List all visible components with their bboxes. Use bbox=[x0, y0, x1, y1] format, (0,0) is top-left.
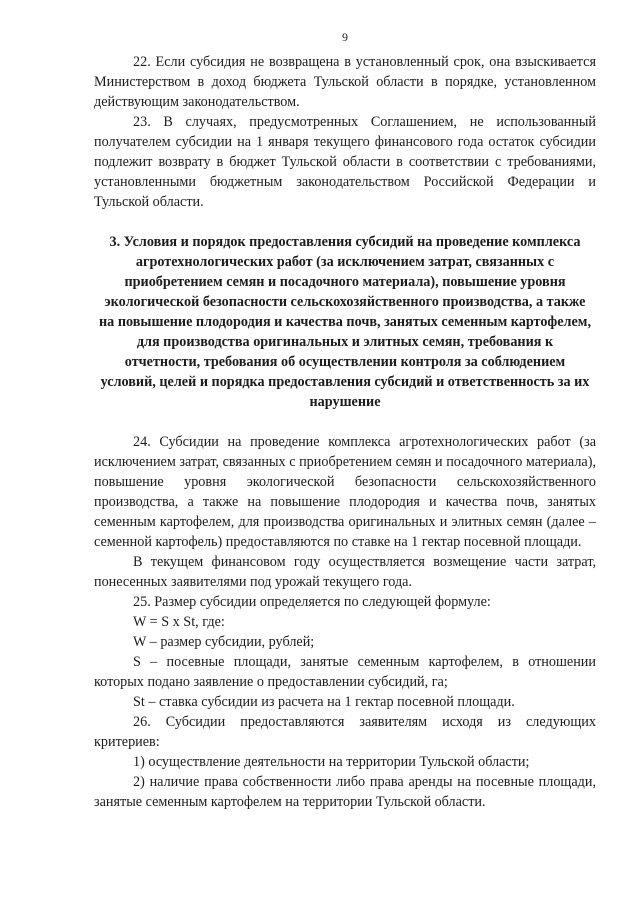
paragraph-22: 22. Если субсидия не возвращена в установленный срок, она взыскивается Министерством в доход бюджета Тульской области в порядке, установленном действующим законодательством. bbox=[94, 54, 596, 110]
page-number: 9 bbox=[342, 30, 348, 44]
formula-w-definition: W – размер субсидии, рублей; bbox=[133, 634, 315, 650]
formula-st-definition: St – ставка субсидии из расчета на 1 гектар посевной площади. bbox=[133, 694, 515, 710]
criterion-2: 2) наличие права собственности либо права аренды на посевные площади, занятые семенным картофелем на территории Тульской области. bbox=[94, 774, 596, 810]
paragraph-25: 25. Размер субсидии определяется по следующей формуле: bbox=[133, 594, 491, 610]
paragraph-23: 23. В случаях, предусмотренных Соглашением, не использованный получателем субсидии на 1 января текущего финансового года остаток субсидии подлежит возврату в бюджет Тульской области в соответствии с требованиями, установленными бюджетным законодательством Российской Федерации и Тульской области. bbox=[94, 114, 596, 210]
formula-s-definition: S – посевные площади, занятые семенным картофелем, в отношении которых подано заявление о предоставлении субсидий, га; bbox=[94, 654, 596, 690]
paragraph-26: 26. Субсидии предоставляются заявителям исходя из следующих критериев: bbox=[94, 714, 596, 750]
paragraph-24: 24. Субсидии на проведение комплекса агротехнологических работ (за исключением затрат, связанных с приобретением семян и посадочного материала), повышение уровня экологической безопасности сельскохозяйственного производства, а также на повышение плодородия и качества почв, занятых семенным картофелем, для производства оригинальных и элитных семян (далее – семенной картофель) предоставляются по ставке на 1 гектар посевной площади. bbox=[94, 434, 596, 550]
section-heading: 3. Условия и порядок предоставления субсидий на проведение комплекса агротехнологических работ (за исключением затрат, связанных с приобретением семян и посадочного материала), повышение уровня экологической безопасности сельскохозяйственного производства, а также на повышение плодородия и качества почв, занятых семенным картофелем, для производства оригинальных и элитных семян, требования к отчетности, требования об осуществлении контроля за соблюдением условий, целей и порядка предоставления субсидий и ответственность за их нарушение bbox=[99, 234, 591, 410]
criterion-1: 1) осуществление деятельности на территории Тульской области; bbox=[133, 754, 530, 770]
formula-line: W = S x St, где: bbox=[133, 614, 225, 630]
document-page bbox=[94, 30, 596, 812]
paragraph-compensation: В текущем финансовом году осуществляется возмещение части затрат, понесенных заявителями под урожай текущего года. bbox=[94, 554, 596, 590]
